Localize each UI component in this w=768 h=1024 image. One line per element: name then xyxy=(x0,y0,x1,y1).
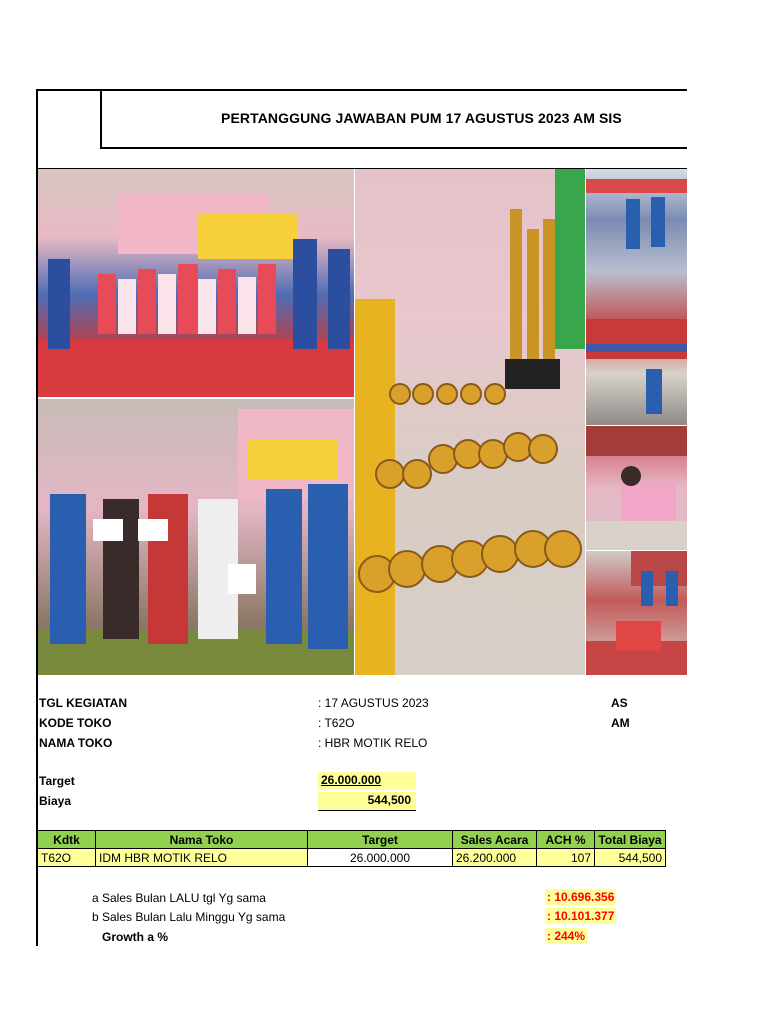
as-label: AS xyxy=(611,696,628,710)
frame-top-border xyxy=(36,89,687,91)
logo-cell-divider xyxy=(100,89,102,148)
sales-bulan-lalu-label: a Sales Bulan LALU tgl Yg sama xyxy=(92,891,266,905)
photo-winners-certificates-art xyxy=(38,399,354,675)
tgl-kegiatan-label: TGL KEGIATAN xyxy=(39,696,127,710)
cell-kdtk: T62O xyxy=(38,849,96,867)
col-header-sales-acara: Sales Acara xyxy=(453,831,537,849)
photo-store-front-event xyxy=(586,169,687,425)
page-title: PERTANGGUNG JAWABAN PUM 17 AGUSTUS 2023 AM SIS xyxy=(221,110,622,126)
biaya-value: 544,500 xyxy=(367,793,411,807)
kode-toko-label: KODE TOKO xyxy=(39,716,112,730)
photo-group-children-stage-art xyxy=(38,169,354,397)
table-header-row xyxy=(38,831,666,849)
cell-sales-acara: 26.200.000 xyxy=(453,849,537,867)
sales-table xyxy=(37,830,666,867)
col-header-ach: ACH % xyxy=(537,831,595,849)
photo-children-crafts xyxy=(586,551,687,675)
biaya-value-box xyxy=(318,792,416,811)
photo-coloring-activity xyxy=(586,426,687,550)
target-value: 26.000.000 xyxy=(321,773,382,787)
col-header-target: Target xyxy=(308,831,453,849)
biaya-label: Biaya xyxy=(39,794,72,808)
photo-trophies-medals xyxy=(355,169,585,675)
photo-store-front-event-art xyxy=(586,169,687,425)
target-value-box xyxy=(318,772,416,790)
growth-label: Growth a % xyxy=(102,930,169,944)
sales-bulan-lalu-value: : 10.696.356 xyxy=(547,890,615,904)
col-header-total-biaya: Total Biaya xyxy=(595,831,666,849)
cell-target: 26.000.000 xyxy=(308,849,453,867)
growth-value: : 244% xyxy=(547,929,586,943)
am-label: AM xyxy=(611,716,630,730)
col-header-kdtk: Kdtk xyxy=(38,831,96,849)
title-bottom-border xyxy=(100,147,687,149)
col-header-nama-toko: Nama Toko xyxy=(96,831,308,849)
target-label: Target xyxy=(39,774,75,788)
photo-trophies-medals-art xyxy=(355,169,585,675)
tgl-kegiatan-value: : 17 AGUSTUS 2023 xyxy=(318,696,429,710)
sales-minggu-lalu-value: : 10.101.377 xyxy=(547,909,615,923)
cell-ach: 107 xyxy=(537,849,595,867)
kode-toko-value: : T62O xyxy=(318,716,355,730)
cell-total-biaya: 544,500 xyxy=(595,849,666,867)
table-row xyxy=(38,849,666,867)
photo-group-children-stage xyxy=(38,169,354,397)
nama-toko-label: NAMA TOKO xyxy=(39,736,113,750)
nama-toko-value: : HBR MOTIK RELO xyxy=(318,736,428,750)
photo-children-crafts-art xyxy=(586,551,687,675)
sales-minggu-lalu-label: b Sales Bulan Lalu Minggu Yg sama xyxy=(92,910,286,924)
photo-winners-certificates xyxy=(38,399,354,675)
photo-coloring-activity-art xyxy=(586,426,687,550)
cell-nama-toko: IDM HBR MOTIK RELO xyxy=(96,849,308,867)
